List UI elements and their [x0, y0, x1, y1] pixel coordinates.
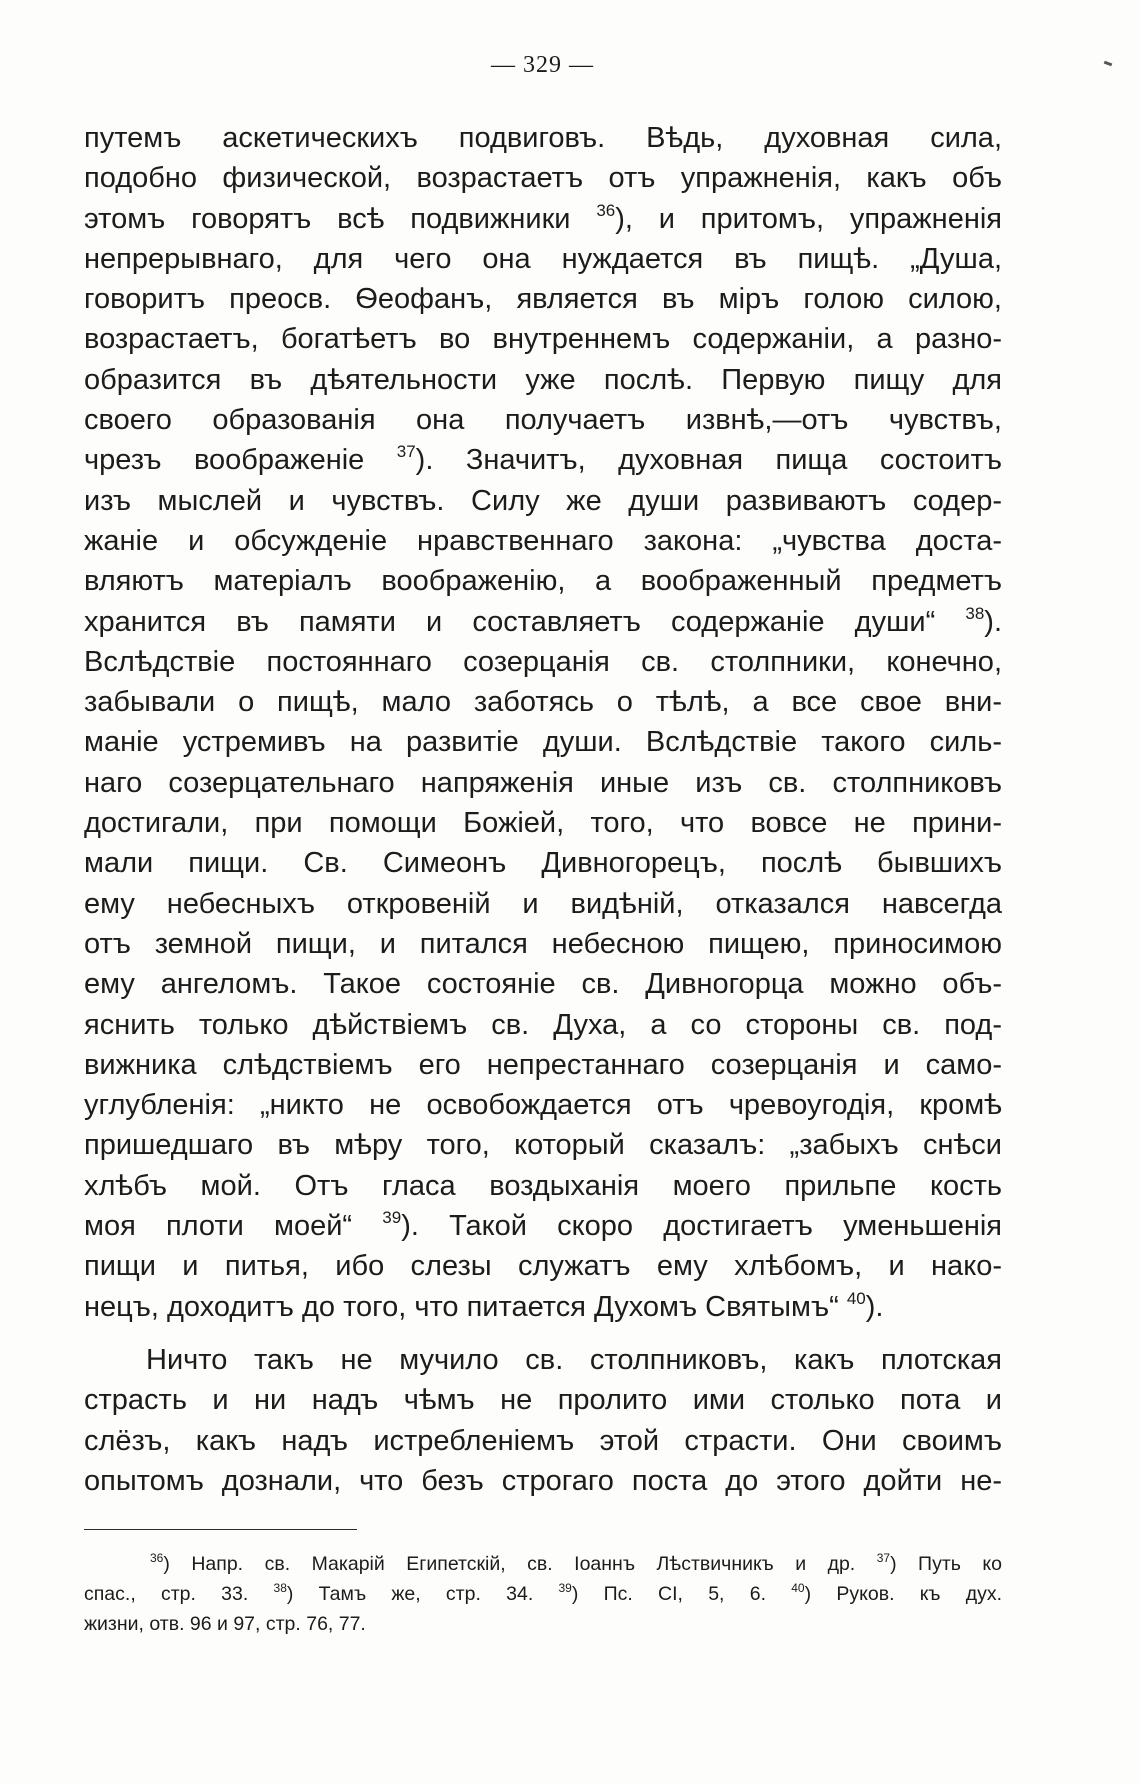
line-text: наго созерцательнаго напряженія иные изъ св. столпниковъ	[84, 766, 1002, 799]
text-line	[84, 1380, 1002, 1420]
text-line	[84, 1045, 1002, 1085]
line-text: Вслѣдствіе постояннаго созерцанія св. столпники, конечно,	[84, 645, 1002, 678]
line-text-continued: ).	[984, 605, 1002, 638]
line-text: ему ангеломъ. Такое состояніе св. Дивногорца можно объ-	[84, 968, 1002, 1001]
line-text: своего образованія она получаетъ извнѣ,—отъ чувствъ,	[84, 404, 1002, 437]
text-line	[84, 682, 1002, 722]
text-line	[84, 440, 1002, 480]
line-text: нецъ, доходитъ до того, что питается Духомъ Святымъ“	[84, 1290, 839, 1323]
line-text: непрерывнаго, для чего она нуждается въ пищѣ. „Душа,	[84, 242, 1002, 275]
text-line	[84, 118, 1002, 158]
footnote-number: 40	[791, 1581, 805, 1595]
line-text: подобно физической, возрастаетъ отъ упражненія, какъ объ	[84, 162, 1002, 195]
footnote-number: 39	[558, 1581, 572, 1595]
line-text: чрезъ воображеніе	[84, 444, 365, 477]
text-line	[84, 199, 1002, 239]
footnote-text: жизни, отв. 96 и 97, стр. 76, 77.	[84, 1613, 366, 1635]
stray-mark	[1104, 61, 1113, 67]
line-text: забывали о пищѣ, мало заботясь о тѣлѣ, а все свое вни-	[84, 686, 1002, 719]
text-line	[84, 843, 1002, 883]
line-text: Ничто такъ не мучило св. столпниковъ, какъ плотская	[146, 1343, 1002, 1376]
line-text-continued: ), и притомъ, упражненія	[615, 202, 1002, 235]
line-text: пришедшаго въ мѣру того, который сказалъ: „забыхъ снѣси	[84, 1129, 1002, 1162]
footnote-text: ) Тамъ же, стр. 34.	[286, 1583, 559, 1605]
line-text: хлѣбъ мой. Отъ гласа воздыханія моего прильпе кость	[84, 1169, 1002, 1202]
line-text: мали пищи. Св. Симеонъ Дивногорецъ, послѣ бывшихъ	[84, 847, 1002, 880]
footnote-reference: 39	[382, 1208, 402, 1228]
line-text: вижника слѣдствіемъ его непрестаннаго созерцанія и само-	[84, 1048, 1002, 1081]
footnote-reference: 40	[846, 1288, 866, 1308]
text-line	[84, 763, 1002, 803]
text-line	[84, 319, 1002, 359]
text-line	[84, 884, 1002, 924]
text-line	[84, 1166, 1002, 1206]
line-text: хранится въ памяти и составляетъ содержаніе души“	[84, 605, 936, 638]
paragraph-gap	[84, 1327, 1002, 1340]
line-text: путемъ аскетическихъ подвиговъ. Вѣдь, духовная сила,	[84, 122, 1002, 154]
text-line	[84, 722, 1002, 762]
line-text: опытомъ дознали, что безъ строгаго поста до этого дойти не-	[84, 1464, 1002, 1497]
text-line	[84, 964, 1002, 1004]
footnote-line	[84, 1609, 1002, 1639]
footnote-number: 37	[876, 1551, 891, 1565]
line-text: говоритъ преосв. Ѳеофанъ, является въ міръ голою силою,	[84, 283, 1002, 316]
footnote-text: ) Пс. CI, 5, 6.	[571, 1583, 792, 1605]
line-text: яснить только дѣйствіемъ св. Духа, а со стороны св. под-	[84, 1008, 1002, 1041]
footnote-text: ) Путь ко	[890, 1553, 1002, 1575]
text-line	[84, 1206, 1002, 1246]
body-text	[84, 118, 1002, 1501]
footnote-rule	[84, 1529, 357, 1530]
text-line	[84, 239, 1002, 279]
footnote-line	[84, 1549, 1002, 1579]
text-line	[84, 1461, 1002, 1501]
line-text: возрастаетъ, богатѣетъ во внутреннемъ содержаніи, а разно-	[84, 323, 1002, 356]
line-text-continued: ). Значитъ, духовная пища состоитъ	[415, 444, 1002, 477]
line-text: пищи и питья, ибо слезы служатъ ему хлѣбомъ, и нако-	[84, 1250, 1002, 1283]
line-text: маніе устремивъ на развитіе души. Вслѣдствіе такого силь-	[84, 726, 1002, 759]
line-text: жаніе и обсужденіе нравственнаго закона: „чувства доста-	[84, 524, 1002, 557]
line-text: вляютъ матеріалъ воображенію, а воображенный предметъ	[84, 565, 1002, 598]
text-line	[84, 561, 1002, 601]
footnote-reference: 36	[596, 200, 616, 220]
text-line	[84, 1246, 1002, 1286]
line-text: углубленія: „никто не освобождается отъ чревоугодія, кромѣ	[84, 1089, 1002, 1122]
text-line	[84, 360, 1002, 400]
footnote-number: 36	[150, 1551, 164, 1565]
line-text: образится въ дѣятельности уже послѣ. Первую пищу для	[84, 363, 1002, 396]
line-text: отъ земной пищи, и питался небесною пищею, приносимою	[84, 927, 1002, 960]
text-line	[84, 481, 1002, 521]
text-line	[84, 400, 1002, 440]
text-line	[84, 602, 1002, 642]
line-text: ему небесныхъ откровеній и видѣній, отказался навсегда	[84, 887, 1002, 920]
footnotes	[84, 1549, 1002, 1639]
line-text: моя плоти моей“	[84, 1210, 353, 1243]
text-line	[84, 1085, 1002, 1125]
text-line	[84, 279, 1002, 319]
footnote-line	[84, 1579, 1002, 1609]
line-text-continued: ). Такой скоро достигаетъ уменьшенія	[401, 1210, 1003, 1243]
page-number: — 329 —	[491, 52, 594, 78]
text-line	[84, 1125, 1002, 1165]
line-text: слёзъ, какъ надъ истребленіемъ этой страсти. Они своимъ	[84, 1424, 1002, 1457]
line-text: изъ мыслей и чувствъ. Силу же души развиваютъ содер-	[84, 484, 1002, 517]
footnote-reference: 38	[965, 603, 985, 623]
text-line	[84, 1421, 1002, 1461]
footnote-number: 38	[273, 1581, 287, 1595]
text-line	[84, 642, 1002, 682]
text-line	[84, 924, 1002, 964]
text-line	[84, 158, 1002, 198]
line-text-continued: ).	[865, 1290, 884, 1323]
footnote-text: спас., стр. 33.	[84, 1583, 274, 1605]
text-line	[84, 1287, 1002, 1327]
footnote-text: ) Руков. къ дух.	[804, 1583, 1003, 1605]
line-text: страсть и ни надъ чѣмъ не пролито ими столько пота и	[84, 1384, 1002, 1417]
line-text: достигали, при помощи Божіей, того, что вовсе не прини-	[84, 807, 1002, 840]
text-line	[84, 803, 1002, 843]
line-text: этомъ говорятъ всѣ подвижники	[84, 202, 571, 235]
footnote-reference: 37	[396, 442, 416, 462]
footnote-text: ) Напр. св. Макарій Египетскій, св. Іоаннъ Лѣствичникъ и др.	[163, 1553, 877, 1575]
text-line	[84, 1340, 1002, 1380]
text-line	[84, 1005, 1002, 1045]
text-line	[84, 521, 1002, 561]
